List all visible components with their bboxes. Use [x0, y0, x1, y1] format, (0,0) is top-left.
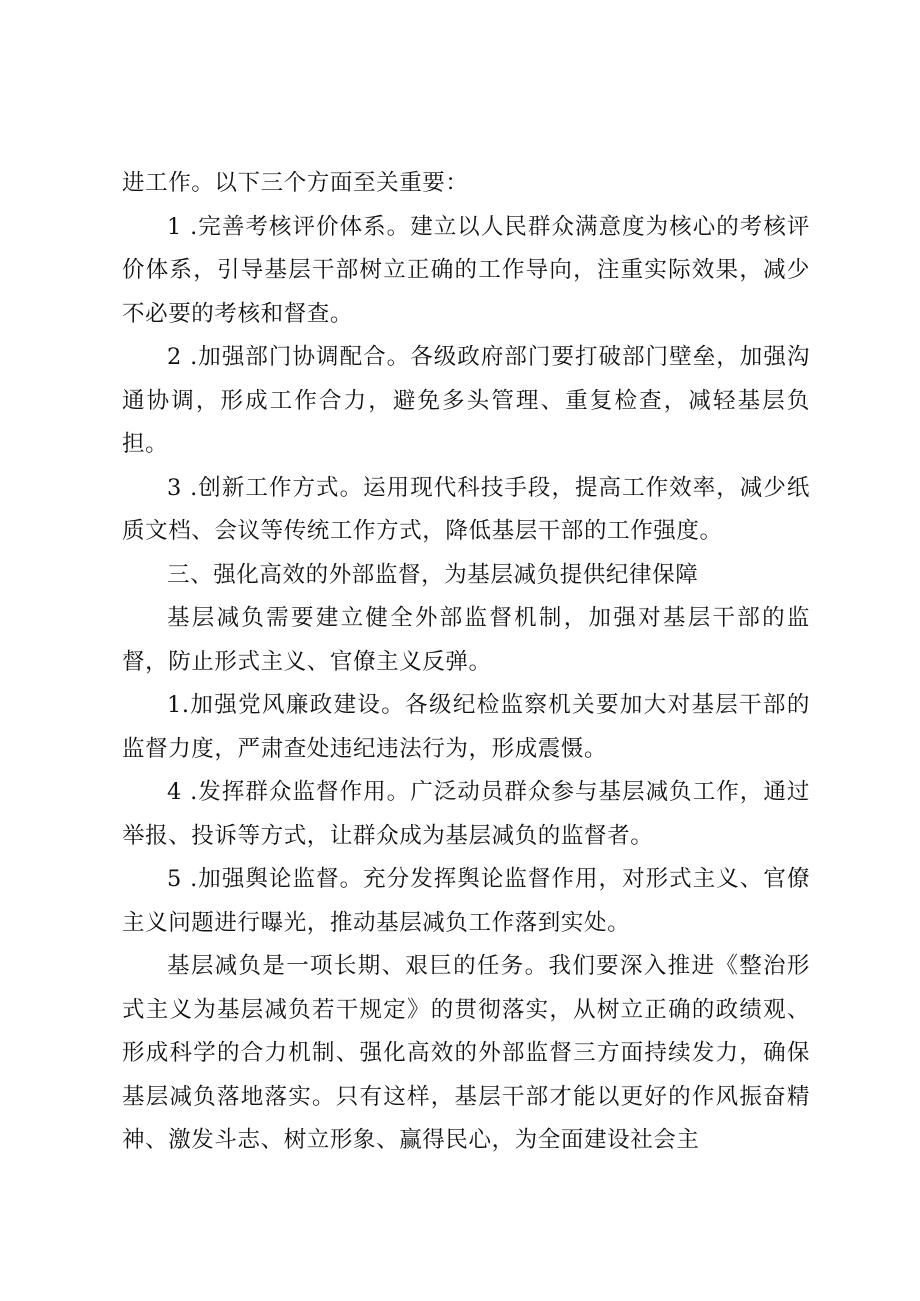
- paragraph-public-supervision: 4 .发挥群众监督作用。广泛动员群众参与基层减负工作，通过举报、投诉等方式，让群众成为基层减负的监督者。: [122, 779, 810, 849]
- paragraph-media-supervision: 5 .加强舆论监督。充分发挥舆论监督作用，对形式主义、官僚主义问题进行曝光，推动基层减负工作落到实处。: [122, 866, 810, 936]
- paragraph-conclusion: 基层减负是一项长期、艰巨的任务。我们要深入推进《整治形式主义为基层减负若干规定》的贯彻落实，从树立正确的政绩观、形成科学的合力机制、强化高效的外部监督三方面持续发力，确保基层减负落地落实。只有这样，基层干部才能以更好的作风振奋精神、激发斗志、树立形象、赢得民心，为全面建设社会主: [122, 953, 810, 1153]
- paragraph-innovate-work-methods: 3 .创新工作方式。运用现代科技手段，提高工作效率，减少纸质文档、会议等传统工作方式，降低基层干部的工作强度。: [122, 474, 810, 544]
- document-body: [122, 162, 810, 1163]
- paragraph-supervision-intro: 基层减负需要建立健全外部监督机制，加强对基层干部的监督，防止形式主义、官僚主义反弹。: [122, 605, 810, 675]
- paragraph-intro-continuation: 进工作。以下三个方面至关重要：: [122, 170, 469, 196]
- section-heading-external-supervision: 三、强化高效的外部监督，为基层减负提供纪律保障: [167, 561, 699, 588]
- paragraph-department-coordination: 2 .加强部门协调配合。各级政府部门要打破部门壁垒，加强沟通协调，形成工作合力，避免多头管理、重复检查，减轻基层负担。: [122, 344, 810, 457]
- paragraph-assessment-system: 1 .完善考核评价体系。建立以人民群众满意度为核心的考核评价体系，引导基层干部树立正确的工作导向，注重实际效果，减少不必要的考核和督查。: [122, 213, 810, 327]
- paragraph-party-conduct: 1.加强党风廉政建设。各级纪检监察机关要加大对基层干部的监督力度，严肃查处违纪违法行为，形成震慑。: [122, 692, 810, 762]
